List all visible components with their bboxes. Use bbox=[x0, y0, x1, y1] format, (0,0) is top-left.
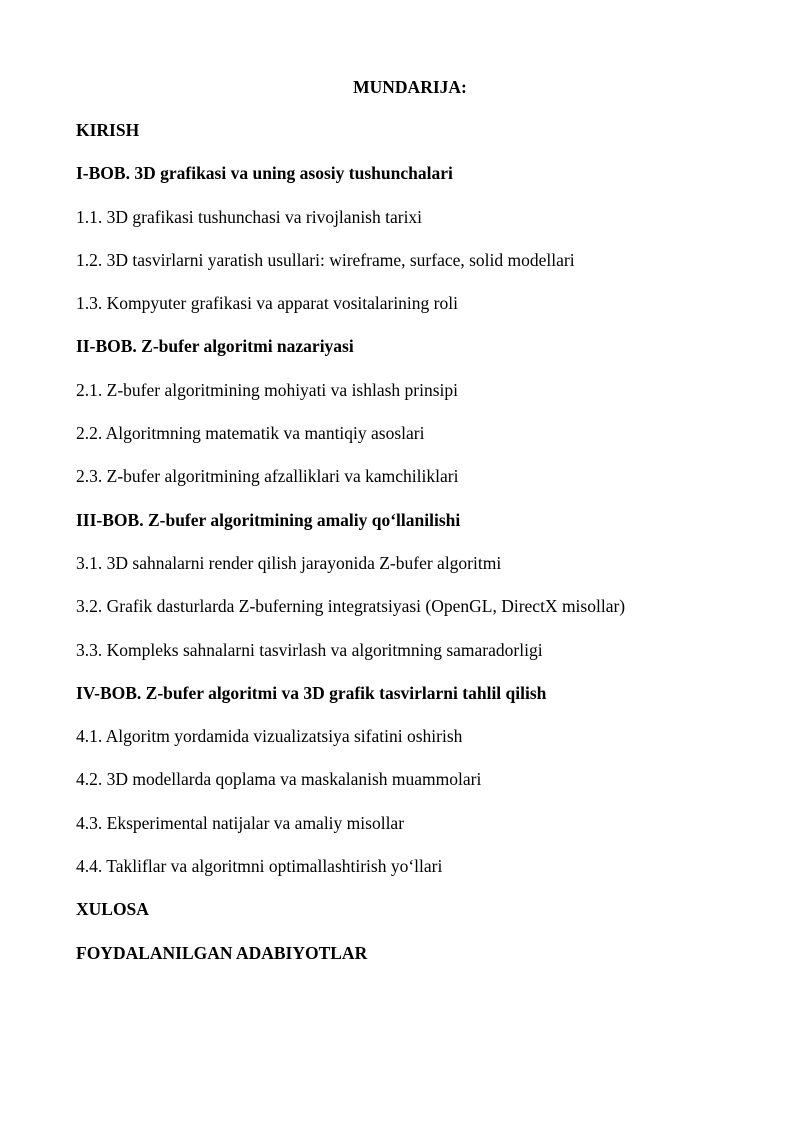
page-title: MUNDARIJA: bbox=[353, 77, 467, 97]
toc-heading: III-BOB. Z-bufer algoritmining amaliy qo‘llanilishi bbox=[76, 509, 461, 530]
toc-heading: II-BOB. Z-bufer algoritmi nazariyasi bbox=[76, 336, 354, 357]
toc-subsection: 2.1. Z-bufer algoritmining mohiyati va ishlash prinsipi bbox=[76, 379, 459, 400]
toc-heading: KIRISH bbox=[76, 120, 140, 140]
toc-subsection: 3.3. Kompleks sahnalarni tasvirlash va algoritmning samaradorligi bbox=[76, 639, 543, 660]
toc-heading: XULOSA bbox=[76, 899, 149, 920]
toc-subsection: 3.1. 3D sahnalarni render qilish jarayonida Z-bufer algoritmi bbox=[76, 552, 502, 573]
toc-subsection: 4.4. Takliflar va algoritmni optimallashtirish yo‘llari bbox=[76, 856, 443, 877]
toc-heading: I-BOB. 3D grafikasi va uning asosiy tushunchalari bbox=[76, 163, 453, 184]
toc-heading: IV-BOB. Z-bufer algoritmi va 3D grafik tasvirlarni tahlil qilish bbox=[76, 682, 547, 703]
table-of-contents bbox=[76, 119, 625, 985]
toc-subsection: 4.2. 3D modellarda qoplama va maskalanish muammolari bbox=[76, 769, 482, 790]
toc-subsection: 2.2. Algoritmning matematik va mantiqiy asoslari bbox=[76, 423, 425, 444]
toc-subsection: 2.3. Z-bufer algoritmining afzalliklari va kamchiliklari bbox=[76, 466, 459, 487]
toc-subsection: 4.1. Algoritm yordamida vizualizatsiya sifatini oshirish bbox=[76, 726, 463, 747]
toc-heading: FOYDALANILGAN ADABIYOTLAR bbox=[76, 942, 368, 963]
toc-subsection: 1.1. 3D grafikasi tushunchasi va rivojlanish tarixi bbox=[76, 206, 423, 227]
toc-subsection: 1.2. 3D tasvirlarni yaratish usullari: wireframe, surface, solid modellari bbox=[76, 249, 575, 270]
toc-subsection: 1.3. Kompyuter grafikasi va apparat vositalarining roli bbox=[76, 293, 458, 314]
toc-subsection: 3.2. Grafik dasturlarda Z-buferning integratsiyasi (OpenGL, DirectX misollar) bbox=[76, 596, 626, 617]
toc-subsection: 4.3. Eksperimental natijalar va amaliy misollar bbox=[76, 812, 405, 833]
